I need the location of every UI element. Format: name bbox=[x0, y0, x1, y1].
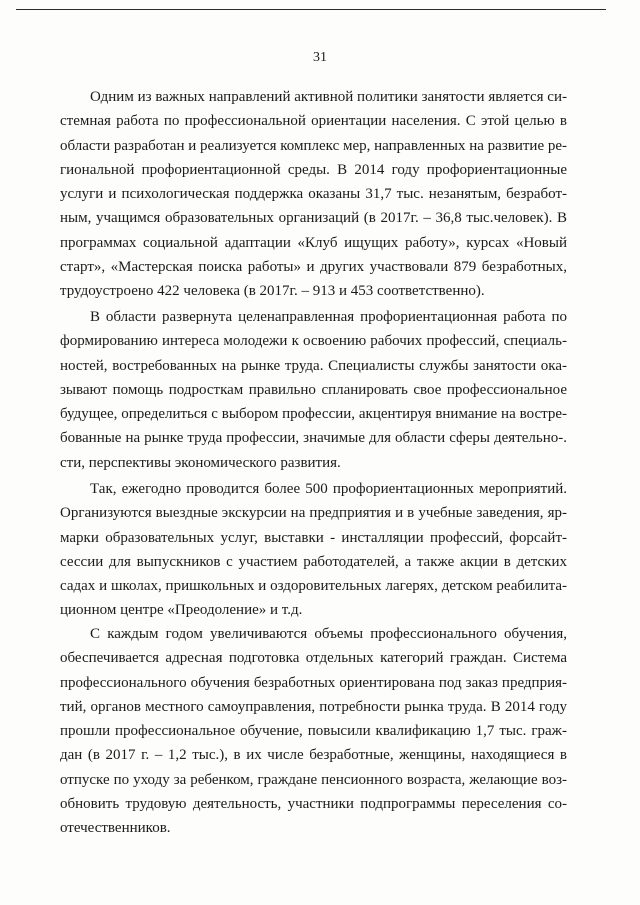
text-line: ным, учащимся образовательных организаций (в 2017г. – 36,8 тыс.человек). В bbox=[60, 210, 567, 227]
text-line: будущее, определиться с выбором профессии, акцентируя внимание на востре- bbox=[60, 406, 567, 423]
text-line: отечественников. bbox=[60, 820, 171, 837]
text-line: услуги и психологическая поддержка оказаны 31,7 тыс. незанятым, безработ- bbox=[60, 186, 567, 203]
text-line: бованные на рынке труда профессии, значимые для области сферы деятельно-. bbox=[60, 430, 567, 447]
text-line: ционном центре «Преодоление» и т.д. bbox=[60, 602, 303, 619]
text-line: обеспечивается адресная подготовка отдельных категорий граждан. Система bbox=[60, 650, 567, 667]
text-line: садах и школах, пришкольных и оздоровительных лагерях, детском реабилита- bbox=[60, 578, 567, 595]
page-number: 31 bbox=[313, 50, 327, 65]
text-line: тий, органов местного самоуправления, потребности рынка труда. В 2014 году bbox=[60, 698, 567, 715]
paragraph-4 bbox=[60, 622, 567, 841]
text-line: Одним из важных направлений активной политики занятости является си- bbox=[90, 89, 567, 105]
text-line: профессионального обучения безработных ориентирована под заказ предприя- bbox=[60, 674, 567, 691]
text-line: С каждым годом увеличиваются объемы профессионального обучения, bbox=[90, 626, 567, 642]
text-line: обновить трудовую деятельность, участники подпрограммы переселения со- bbox=[60, 796, 567, 813]
text-line: дан (в 2017 г. – 1,2 тыс.), в их числе безработные, женщины, находящиеся в bbox=[60, 747, 567, 764]
header-rule bbox=[16, 9, 606, 10]
text-line: формированию интереса молодежи к освоению рабочих профессий, специаль- bbox=[60, 333, 567, 350]
text-line: области разработан и реализуется комплекс мер, направленных на развитие ре- bbox=[60, 137, 568, 154]
text-line: сессии для выпускников с участием работодателей, а также акции в детских bbox=[60, 553, 567, 570]
text-line: гиональной профориентационной среды. В 2014 году профориентационные bbox=[60, 161, 567, 178]
text-line: отпуске по уходу за ребенком, граждане пенсионного возраста, желающие воз- bbox=[60, 771, 567, 788]
text-line: программах социальной адаптации «Клуб ищущих работу», курсах «Новый bbox=[60, 234, 567, 251]
text-line: ностей, востребованных на рынке труда. Специалисты службы занятости ока- bbox=[60, 357, 567, 374]
paragraph-1 bbox=[60, 85, 567, 304]
text-line: зывают помощь подросткам правильно спланировать свое профессиональное bbox=[60, 381, 567, 398]
text-line: Так, ежегодно проводится более 500 профориентационных мероприятий. bbox=[90, 481, 567, 497]
text-line: сти, перспективы экономического развития. bbox=[60, 454, 341, 471]
text-line: трудоустроено 422 человека (в 2017г. – 913 и 453 соответственно). bbox=[60, 283, 485, 300]
text-line: старт», «Мастерская поиска работы» и других участвовали 879 безработных, bbox=[60, 259, 567, 276]
text-line: марки образовательных услуг, выставки - инсталляции профессий, форсайт- bbox=[60, 529, 567, 546]
text-line: В области развернута целенаправленная профориентационная работа по bbox=[90, 309, 567, 325]
paragraph-3 bbox=[60, 477, 567, 623]
text-line: Организуются выездные экскурсии на предприятия и в учебные заведения, яр- bbox=[60, 505, 567, 522]
text-line: стемная работа по профессиональной ориентации населения. С этой целью в bbox=[60, 113, 567, 130]
text-line: прошли профессиональное обучение, повысили квалификацию 1,7 тыс. граж- bbox=[60, 723, 567, 740]
paragraph-2 bbox=[60, 305, 567, 475]
